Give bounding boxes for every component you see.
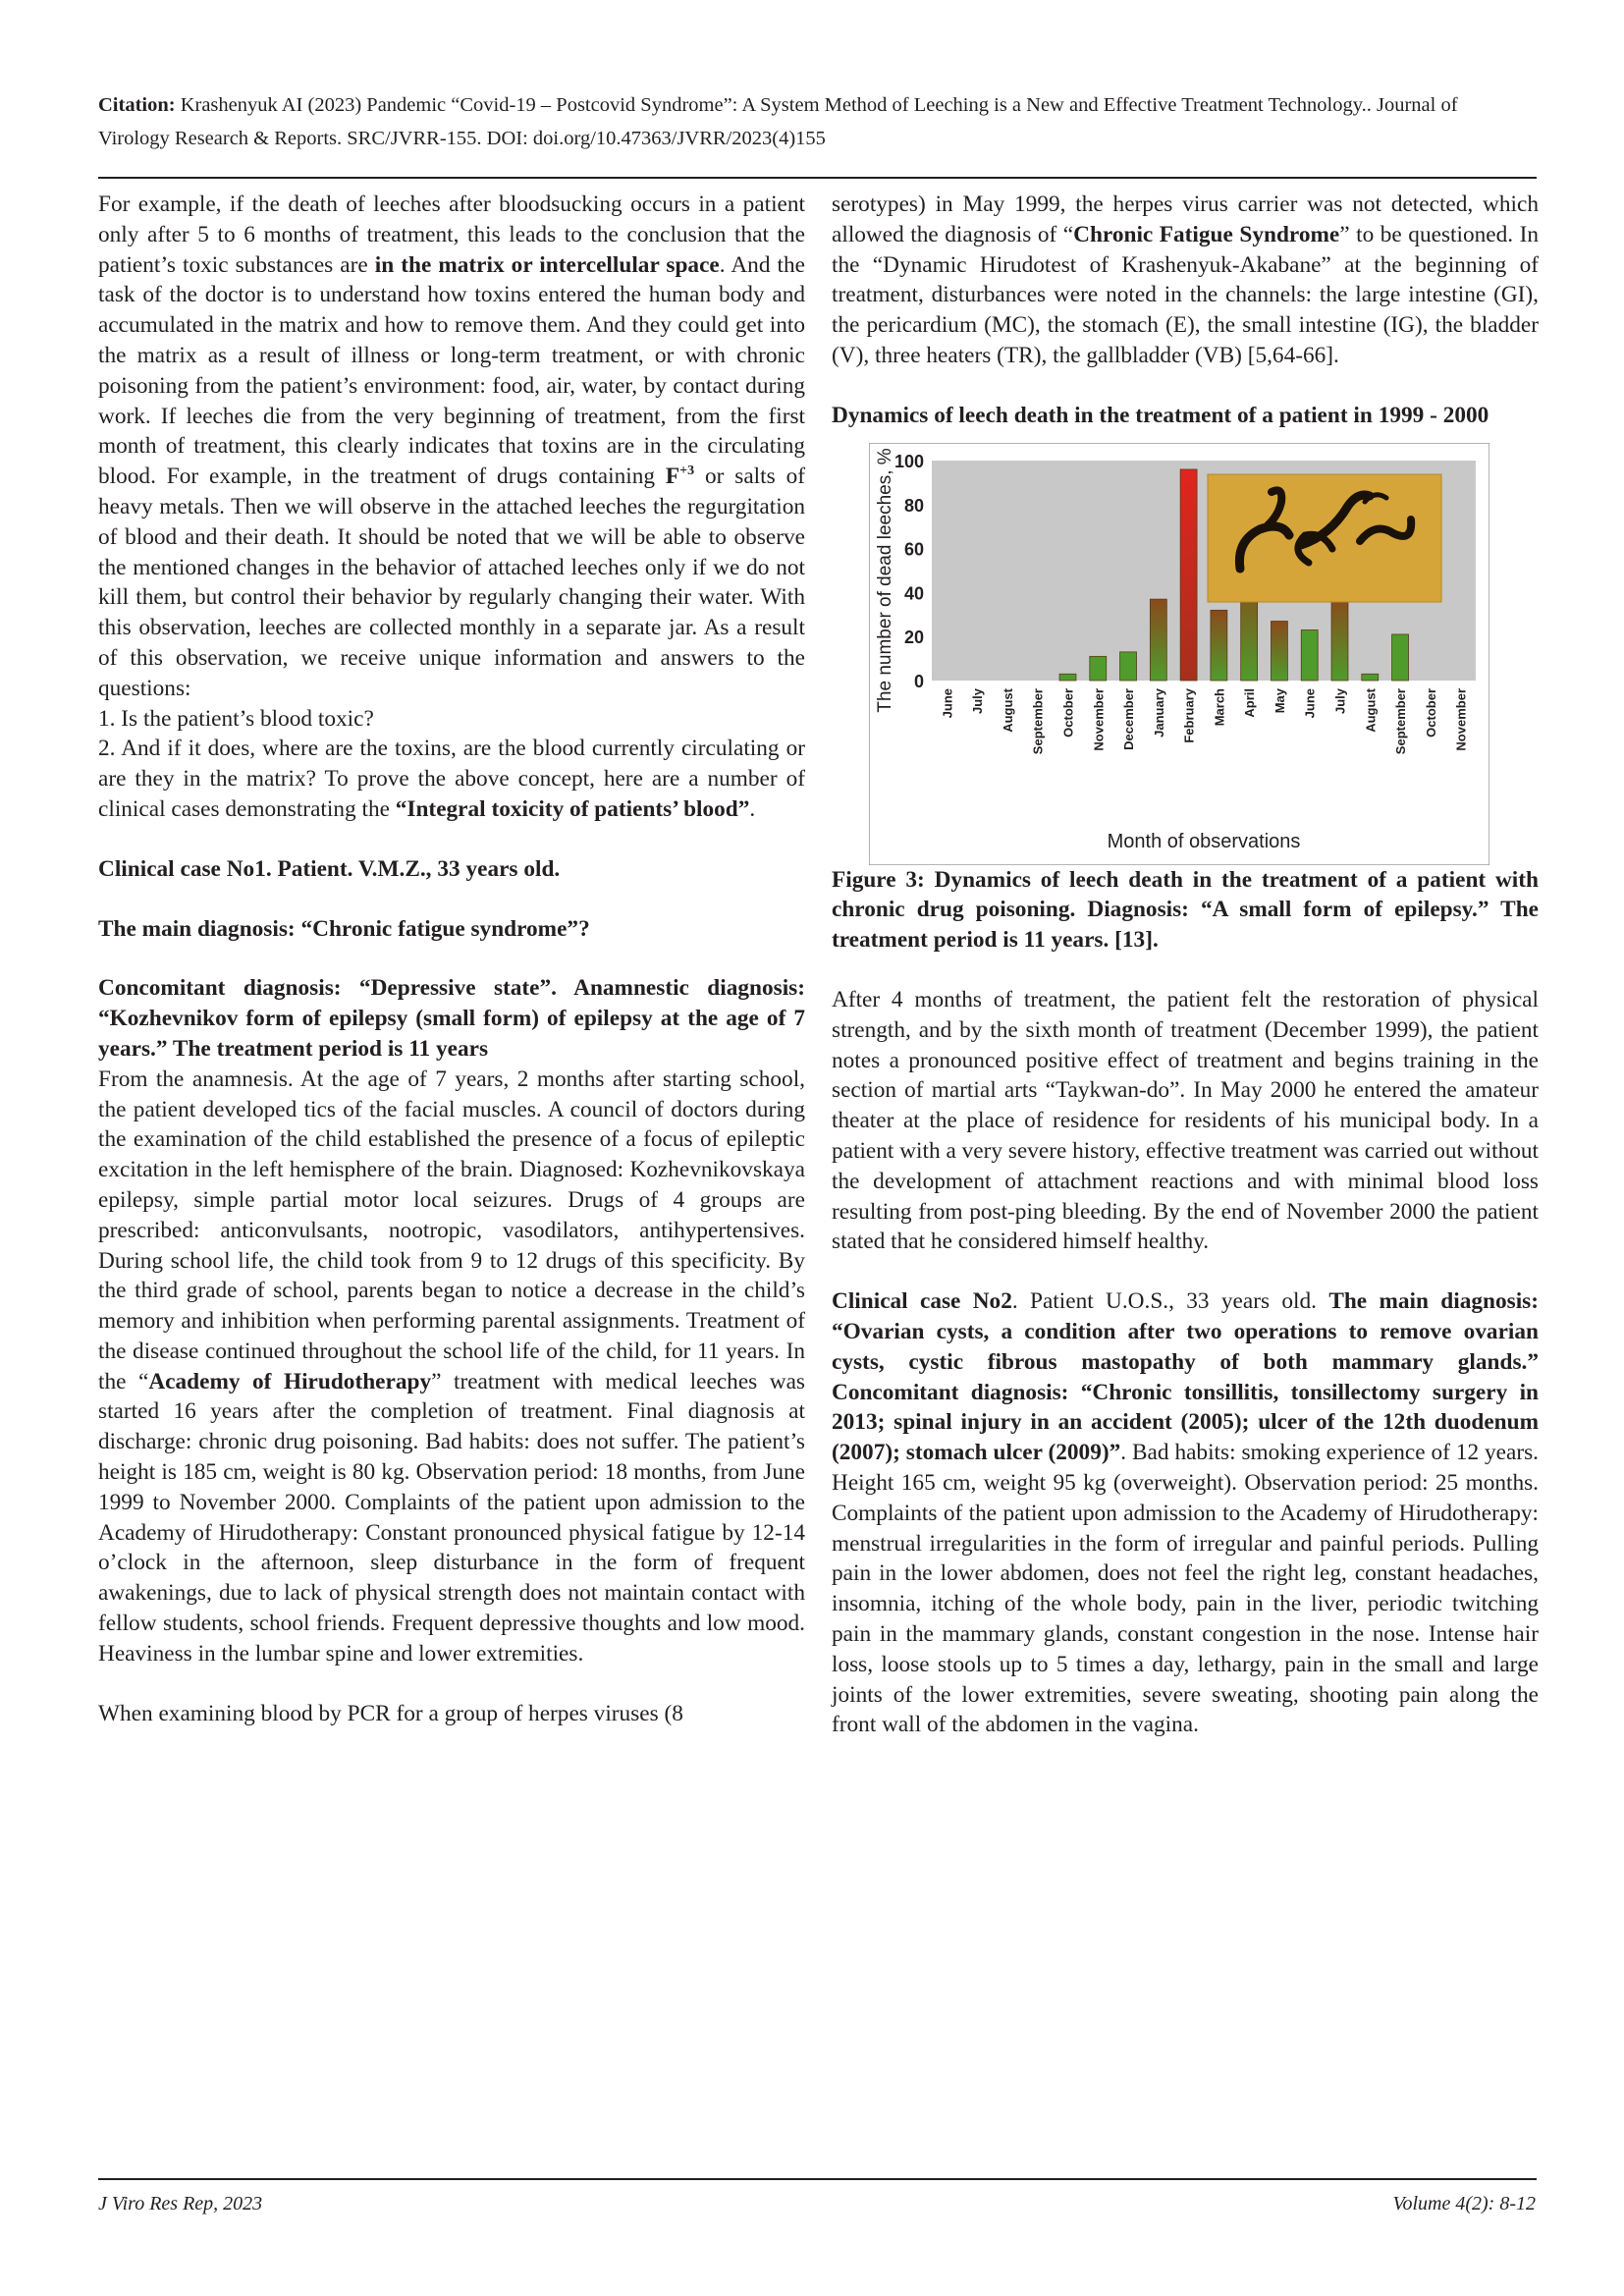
citation-label: Citation: xyxy=(98,94,176,116)
x-tick-label: February xyxy=(1181,687,1197,743)
chart-svg xyxy=(869,443,1489,865)
question-1: 1. Is the patient’s blood toxic? xyxy=(98,705,374,732)
text: . And the task of the doctor is to understand how toxins entered the human body and accumulated in the matrix and how to remove them. And they could get into the matrix as a result of illness or long-term treatment, or with chronic poisoning from the patient’s environment: food, air, water, by contact during work. If leeches die from the very beginning of treatment, from the first month of treatment, this clearly indicates that toxins are in the circulating blood. For example, in the treatment of drugs containing xyxy=(98,251,805,490)
right-column xyxy=(832,190,1539,1740)
citation xyxy=(98,88,1532,155)
text: . xyxy=(749,795,756,822)
case1-title xyxy=(98,854,805,885)
y-tick-label: 60 xyxy=(903,539,924,560)
x-tick-label: July xyxy=(970,687,986,714)
x-tick-label: June xyxy=(1302,687,1318,718)
bar-chart xyxy=(869,443,1489,865)
left-column xyxy=(98,190,805,1728)
bar-october xyxy=(1059,674,1076,681)
paragraph-anamnesis xyxy=(98,1065,805,1669)
bar-january xyxy=(1150,599,1166,681)
text-bold: Academy of Hirudotherapy xyxy=(148,1368,432,1394)
footer-journal: J Viro Res Rep, 2023 xyxy=(98,2193,263,2214)
bar-november xyxy=(1090,656,1107,681)
citation-text: Krashenyuk AI (2023) Pandemic “Covid-19 – Postcovid Syndrome”: A System Method of Leeching is a New and Effective Treatment Technology.. Journal of Virology Research & Reports. SRC/JVRR-155. DOI: doi.org/10.47363/JVRR/2023(4)155 xyxy=(98,94,1458,149)
bar-february xyxy=(1180,469,1197,681)
x-tick-label: November xyxy=(1091,687,1107,751)
x-tick-label: May xyxy=(1272,687,1287,713)
x-tick-label: June xyxy=(940,687,955,718)
paragraph-pcr: When examining blood by PCR for a group of herpes viruses (8 xyxy=(98,1700,683,1726)
figure-caption: Figure 3: Dynamics of leech death in the treatment of a patient with chronic drug poisoning. Diagnosis: “A small form of epilepsy.” The treatment period is 11 years. [13]. xyxy=(832,866,1539,954)
y-tick-label: 100 xyxy=(893,451,924,471)
header-rule xyxy=(98,177,1537,179)
x-axis-label: Month of observations xyxy=(1107,830,1301,852)
text-bold: The main diagnosis: “Ovarian cysts, a condition after two operations to remove ovarian cysts, cystic fibrous mastopathy of both mammary glands.” Concomitant diagnosis: “Chronic tonsillitis, tonsillectomy surgery in 2013; spinal injury in an accident (2005); ulcer of the 12th duodenum (2007); stomach ulcer (2009)” xyxy=(832,1288,1539,1466)
text: From the anamnesis. At the age of 7 years, 2 months after starting school, the patient developed tics of the facial muscles. A council of doctors during the examination of the child established the presence of a focus of epileptic excitation in the left hemisphere of the brain. Diagnosed: Kozhevnikovskaya epilepsy, simple partial motor local seizures. Drugs of 4 groups are prescribed: anticonvulsants, nootropic, vasodilators, antihypertensives. During school life, the child took from 9 to 12 drugs of this specificity. By the third grade of school, parents began to notice a decrease in the child’s memory and inhibition when performing parental assignments. Treatment of the disease continued throughout the school life of the child, for 11 years. In the “ xyxy=(98,1066,805,1394)
bar-december xyxy=(1120,651,1137,680)
text-bold: Clinical case No1. Patient. V.M.Z., 33 years old. xyxy=(98,855,561,882)
text: . Bad habits: smoking experience of 12 years. Height 165 cm, weight 95 kg (overweight). Observation period: 25 months. Complaints of the patient upon admission to the Academy of Hirudotherapy: menstrual irregularities in the form of irregular and painful periods. Pulling pain in the lower abdomen, does not feel the right leg, constant headaches, insomnia, itching of the whole body, pain in the liver, periodic twitching pain in the mammary glands, constant congestion in the nose. Intense hair loss, loose stools up to 5 times a day, lethargy, pain in the small and large joints of the lower extremities, severe sweating, shooting pain along the front wall of the abdomen in the vagina. xyxy=(832,1440,1539,1738)
y-tick-label: 0 xyxy=(913,671,924,691)
case1-main-diagnosis xyxy=(98,914,805,945)
text: ” treatment with medical leeches was started 16 years after the completion of treatment. Final diagnosis at discharge: chronic drug poisoning. Bad habits: does not suffer. The patient’s height is 185 cm, weight is 80 kg. Observation period: 18 months, from June 1999 to November 2000. Complaints of the patient upon admission to the Academy of Hirudotherapy: Constant pronounced physical fatigue by 12-14 o’clock in the afternoon, sleep disturbance in the form of frequent awakenings, due to lack of physical strength does not maintain contact with fellow students, school friends. Frequent depressive thoughts and low mood. Heaviness in the lumbar spine and lower extremities. xyxy=(98,1368,805,1667)
paragraph-results: After 4 months of treatment, the patient felt the restoration of physical strength, and by the sixth month of treatment (December 1999), the patient notes a pronounced positive effect of treatment and begins training in the section of martial arts “Taykwan-do”. In May 2000 he entered the amateur theater at the place of residence for residents of his municipal body. In a patient with a very severe history, effective treatment was carried out without the development of attachment reactions and with minimal blood loss resulting from post-ping bleeding. By the end of November 2000 the patient stated that he considered himself healthy. xyxy=(832,986,1539,1255)
x-tick-label: December xyxy=(1121,687,1137,750)
text: ” to be questioned. In the “Dynamic Hirudotest of Krashenyuk-Akabane” at the beginning of treatment, disturbances were noted in the channels: the large intestine (GI), the pericardium (MC), the stomach (E), the small intestine (IG), the bladder (V), three heaters (TR), the gallbladder (VB) [5,64-66]. xyxy=(832,221,1540,368)
paragraph-serotypes xyxy=(832,190,1539,371)
x-tick-label: March xyxy=(1212,687,1227,726)
bar-may xyxy=(1271,621,1287,680)
x-tick-label: January xyxy=(1151,687,1166,738)
footer-rule xyxy=(98,2178,1537,2180)
leech-photo xyxy=(1208,474,1441,602)
text: 2. And if it does, where are the toxins, are the blood currently circulating or are they in the matrix? To prove the above concept, here are a number of clinical cases demonstrating the xyxy=(98,736,805,822)
text: For example, if the death of leeches after bloodsucking occurs in a patient only after 5 to 6 months of treatment, this leads to the conclusion that the patient’s toxic substances are xyxy=(98,191,805,278)
x-tick-label: October xyxy=(1060,687,1076,738)
x-tick-label: August xyxy=(1000,687,1015,733)
case1-concomitant xyxy=(98,973,805,1064)
y-tick-label: 40 xyxy=(903,582,924,603)
y-axis-label: The number of dead leeches, % xyxy=(875,447,895,713)
text-bold: F xyxy=(665,464,680,490)
text: or salts of heavy metals. Then we will observe in the attached leeches the regurgitation of blood and their death. It should be noted that we will be able to observe the mentioned changes in the behavior of attached leeches only if we do not kill them, but control their behavior by regularly changing their water. With this observation, leeches are collected monthly in a separate jar. As a result of this observation, we receive unique information and answers to the questions: xyxy=(98,464,805,701)
question-2 xyxy=(98,734,805,824)
x-tick-label: September xyxy=(1030,687,1046,754)
bar-march xyxy=(1211,610,1227,681)
bar-july xyxy=(1331,596,1348,680)
y-tick-label: 20 xyxy=(903,627,924,647)
superscript: +3 xyxy=(679,464,695,479)
y-tick-label: 80 xyxy=(903,495,924,516)
bar-september xyxy=(1392,634,1409,681)
x-tick-label: November xyxy=(1453,687,1469,751)
chart-heading: Dynamics of leech death in the treatment of a patient in 1999 - 2000 xyxy=(832,402,1489,428)
text-bold: Concomitant diagnosis: “Depressive state”. Anamnestic diagnosis: “Kozhevnikov form of epilepsy (small form) of epilepsy at the age of 7 years.” The treatment period is 11 years xyxy=(98,975,805,1062)
text-bold: in the matrix or intercellular space xyxy=(374,251,720,278)
footer-volume: Volume 4(2): 8-12 xyxy=(1392,2193,1536,2214)
x-tick-label: October xyxy=(1423,687,1438,738)
text-bold: “Integral toxicity of patients’ blood” xyxy=(395,795,750,822)
paragraph-leech-death xyxy=(98,190,805,704)
text: . Patient U.O.S., 33 years old. xyxy=(1011,1288,1329,1315)
bar-august xyxy=(1362,674,1379,681)
x-tick-label: April xyxy=(1242,687,1258,718)
x-tick-label: August xyxy=(1363,687,1379,733)
x-tick-label: September xyxy=(1393,687,1409,754)
text-bold: Chronic Fatigue Syndrome xyxy=(1073,221,1340,247)
bar-june xyxy=(1301,629,1318,681)
paragraph-case2 xyxy=(832,1286,1539,1740)
text-bold: The main diagnosis: “Chronic fatigue syndrome”? xyxy=(98,915,590,942)
text-bold: Clinical case No2 xyxy=(832,1288,1012,1315)
x-tick-label: July xyxy=(1332,687,1348,714)
text: serotypes) in May 1999, the herpes virus carrier was not detected, which allowed the diagnosis of “ xyxy=(832,191,1539,247)
